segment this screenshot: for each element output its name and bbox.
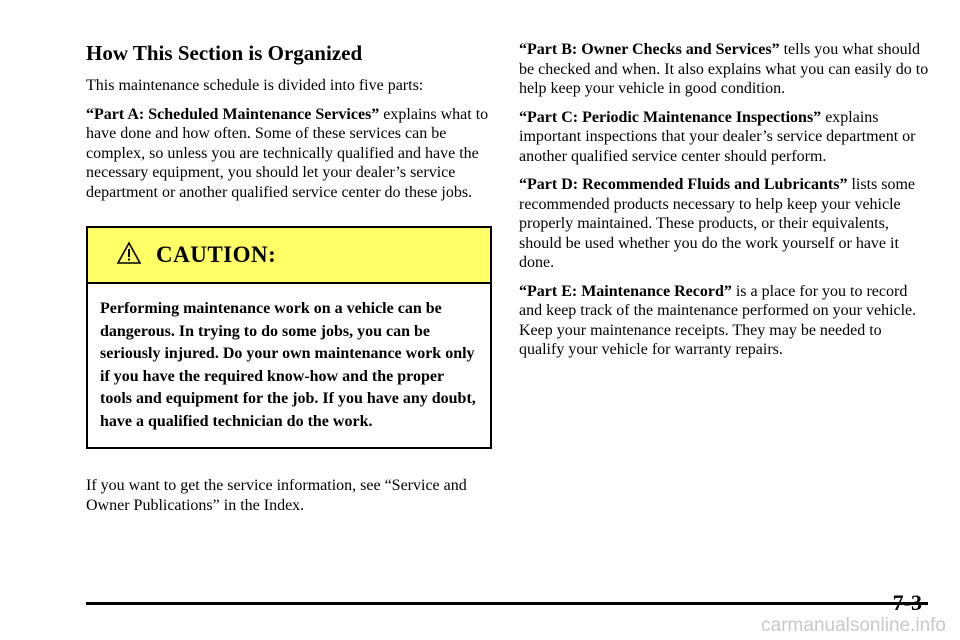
part-a-text: explains what to have done and how often. Some of these services can be complex, so unless you are technically qualified and have the necessary equipment, you should let your dealer’s service department or another qualified service center do these jobs. bbox=[86, 105, 489, 201]
section-heading: How This Section is Organized bbox=[86, 41, 363, 65]
part-b-lead: “Part B: Owner Checks and Services” bbox=[519, 41, 780, 58]
part-d-lead: “Part D: Recommended Fluids and Lubricants” bbox=[519, 176, 848, 193]
part-a-paragraph bbox=[86, 105, 494, 203]
part-c-paragraph bbox=[519, 108, 929, 167]
watermark: carmanualsonline.info bbox=[761, 615, 946, 636]
part-c-lead: “Part C: Periodic Maintenance Inspections” bbox=[519, 108, 822, 126]
caution-box bbox=[86, 226, 492, 449]
page-number: 7-3 bbox=[892, 590, 922, 615]
caution-header bbox=[88, 228, 490, 284]
warning-triangle-icon bbox=[116, 241, 142, 270]
closing-paragraph: If you want to get the service information, see “Service and Owner Publications” in the Index. bbox=[86, 477, 467, 514]
intro-paragraph: This maintenance schedule is divided into five parts: bbox=[86, 77, 424, 95]
part-e-paragraph bbox=[519, 282, 929, 360]
footer-rule bbox=[86, 602, 928, 605]
caution-title: CAUTION: bbox=[156, 242, 277, 268]
part-c-text: explains important inspections that your dealer’s service department or another qualified service center should perform. bbox=[519, 108, 916, 165]
part-b-paragraph bbox=[519, 40, 929, 99]
left-column bbox=[86, 40, 494, 524]
part-e-text: is a place for you to record and keep track of the maintenance performed on your vehicle. Keep your maintenance receipts. They may be needed to qualify your vehicle for warranty repairs. bbox=[519, 282, 917, 358]
caution-body: Performing maintenance work on a vehicle can be dangerous. In trying to do some jobs, you can be seriously injured. Do your own maintenance work only if you have the required know‑how and the proper tools and equipment for the job. If you have any doubt, have a qualified technician do the work. bbox=[100, 300, 476, 430]
part-a-lead: “Part A: Scheduled Maintenance Services” bbox=[86, 105, 380, 123]
part-d-text: lists some recommended products necessary to help keep your vehicle properly maintained. These products, or their equivalents, should be used whether you do the work yourself or have it done. bbox=[519, 176, 916, 271]
part-d-paragraph bbox=[519, 175, 929, 273]
right-column bbox=[519, 40, 929, 369]
part-b-text: tells you what should be checked and when. It also explains what you can easily do to help keep your vehicle in good condition. bbox=[519, 41, 929, 97]
part-e-lead: “Part E: Maintenance Record” bbox=[519, 282, 732, 300]
